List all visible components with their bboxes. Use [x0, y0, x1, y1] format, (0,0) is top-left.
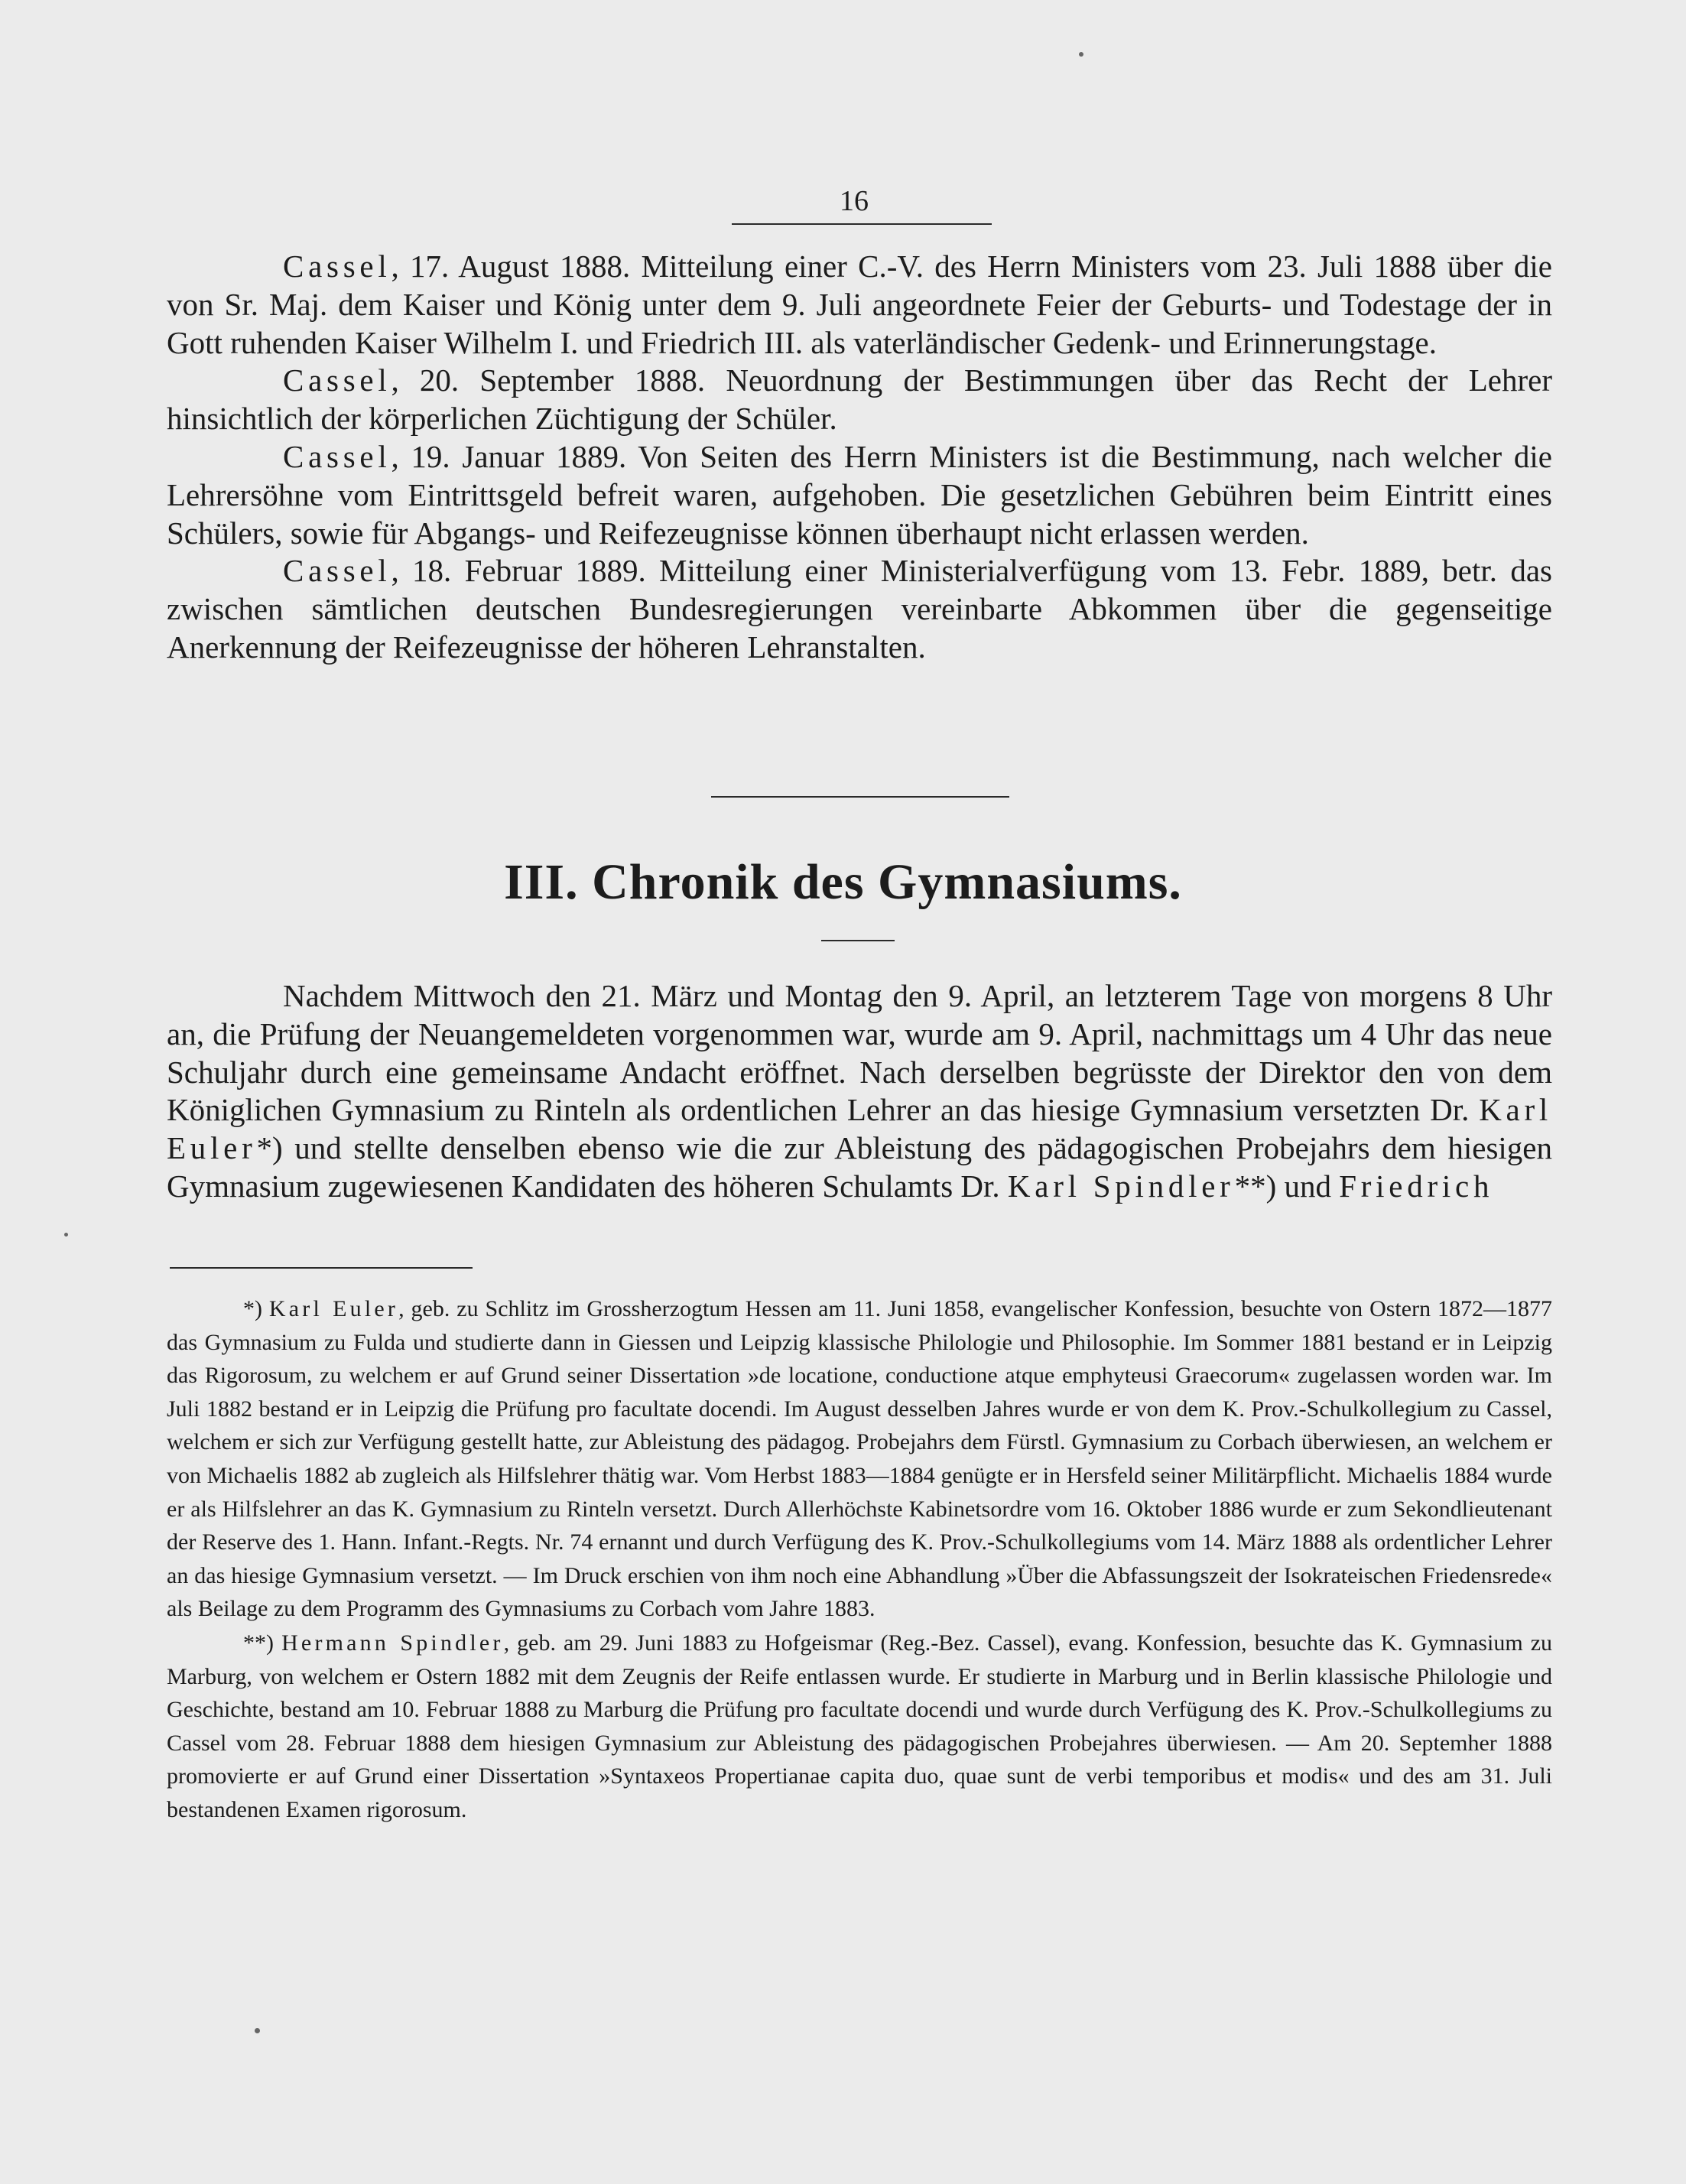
paper-speck [64, 1233, 68, 1237]
teacher-name-euler: Karl Euler [167, 1092, 1552, 1166]
chronik-paragraph [167, 977, 1552, 1206]
heading-underline [821, 940, 895, 941]
decree-entry [167, 438, 1552, 552]
decree-text: , 20. September 1888. Neuordnung der Bestimmungen über das Recht der Lehrer hinsichtlich der körperlichen Züchtigung der Schüler. [167, 362, 1552, 437]
footnote-name: Hermann Spindler [281, 1630, 504, 1656]
teacher-name-spindler: Karl Spindler [1007, 1168, 1235, 1204]
footnote-text: , geb. zu Schlitz im Grossherzogtum Hessen am 11. Juni 1858, evangelischer Konfession, besuchte von Ostern 1872—1877 das Gymnasium zu Fulda und studierte dann in Giessen und Leipzig klassische Philologie und Philosophie. Im Sommer 1881 bestand er in Leipzig das Rigorosum, zu welchem er auf Grund seiner Dissertation »de locatione, conductione atque emphyteusi Graecorum« zugelassen worden war. Im Juli 1882 bestand er in Leipzig die Prüfung pro facultate docendi. Im August desselben Jahres wurde er von dem K. Prov.-Schulkollegium zu Cassel, welchem er sich zur Verfügung gestellt hatte, zur Ableistung des pädagog. Probejahrs dem Fürstl. Gymnasium zu Corbach überwiesen, an welchem er von Michaelis 1882 ab zugleich als Hilfslehrer thätig war. Vom Herbst 1883—1884 genügte er in Hersfeld seiner Militärpflicht. Michaelis 1884 wurde er als Hilfslehrer an das K. Gymnasium zu Rinteln versetzt. Durch Allerhöchste Kabinetsordre vom 16. Oktober 1886 wurde er zum Sekondlieutenant der Reserve des 1. Hann. Infant.-Regts. Nr. 74 ernannt und durch Verfügung des K. Prov.-Schulkollegiums vom 14. März 1888 als ordentlicher Lehrer an das hiesige Gymnasium versetzt. — Im Druck erschien von ihm noch eine Abhandlung »Über die Abfassungszeit der Isokrateischen Friedensrede« als Beilage zu dem Programm des Gymnasiums zu Corbach vom Jahre 1883. [167, 1296, 1552, 1622]
footnote [167, 1627, 1552, 1827]
decree-place: Cassel [283, 553, 391, 589]
decrees-list [167, 248, 1552, 667]
chronik-part-3: **) und [1234, 1168, 1340, 1204]
footnotes [167, 1292, 1552, 1828]
decree-text: , 19. Januar 1889. Von Seiten des Herrn Ministers ist die Bestimmung, nach welcher die Lehrersöhne vom Eintrittsgeld befreit waren, aufgehoben. Die gesetzlichen Gebühren beim Eintritt eines Schülers, sowie für Abgangs- und Reifezeugnisse können überhaupt nicht erlassen werden. [167, 438, 1552, 551]
section-divider [711, 796, 1009, 798]
decree-place: Cassel [283, 362, 391, 398]
footnote-name: Karl Euler [268, 1296, 399, 1321]
paper-speck [1079, 52, 1083, 57]
footnote [167, 1292, 1552, 1626]
decree-place: Cassel [283, 249, 391, 284]
page-number: 16 [840, 185, 869, 217]
footnote-marker: **) [243, 1630, 274, 1656]
chronik-part-2: *) und stellte denselben ebenso wie die zur Ableistung des pädagogischen Probejahrs dem hiesigen Gymnasium zugewiesenen Kandidaten des höheren Schulamts Dr. [167, 1130, 1552, 1204]
footnote-text: , geb. am 29. Juni 1883 zu Hofgeismar (Reg.-Bez. Cassel), evang. Konfession, besuchte das K. Gymnasium zu Marburg, von welchem er Ostern 1882 mit dem Zeugnis der Reife entlassen wurde. Er studierte in Marburg und in Berlin klassische Philologie und Geschichte, bestand am 10. Februar 1888 zu Marburg die Prüfung pro facultate docendi und wurde durch Verfügung des K. Prov.-Schulkollegiums zu Cassel vom 28. Februar 1888 dem hiesigen Gymnasium zur Ableistung des pädagogischen Probejahres überwiesen. — Am 20. Septemher 1888 promovierte er auf Grund einer Dissertation »Syntaxeos Propertianae capita duo, quae sunt de verbi temporibus et modis« und des am 31. Juli bestandenen Examen rigorosum. [167, 1630, 1553, 1822]
chronik-part-1: Nachdem Mittwoch den 21. März und Montag den 9. April, an letzterem Tage von morgens 8 Uhr an, die Prüfung der Neuangemeldeten vorgenommen war, wurde am 9. April, nachmittags um 4 Uhr das neue Schuljahr durch eine gemeinsame Andacht eröffnet. Nach derselben begrüsste der Direktor den von dem Königlichen Gymnasium zu Rinteln als ordentlichen Lehrer an das hiesige Gymnasium versetzten Dr. [167, 978, 1552, 1128]
footnote-marker: *) [243, 1296, 262, 1321]
header-rule [732, 223, 992, 225]
footnote-rule [170, 1267, 473, 1269]
chronik-text [167, 977, 1552, 1206]
teacher-name-friedrich: Friedrich [1339, 1168, 1494, 1204]
paper-speck [255, 2028, 260, 2033]
section-heading: III. Chronik des Gymnasiums. [504, 854, 1182, 910]
decree-text: , 17. August 1888. Mitteilung einer C.-V. des Herrn Ministers vom 23. Juli 1888 über die von Sr. Maj. dem Kaiser und König unter dem 9. Juli angeordnete Feier der Geburts- und Todestage der in Gott ruhenden Kaiser Wilhelm I. und Friedrich III. als vaterländischer Gedenk- und Erinnerungstage. [167, 249, 1552, 360]
decree-entry [167, 552, 1552, 666]
decree-text: , 18. Februar 1889. Mitteilung einer Ministerialverfügung vom 13. Febr. 1889, betr. das zwischen sämtlichen deutschen Bundesregierungen vereinbarte Abkommen über die gegenseitige Anerkennung der Reifezeugnisse der höheren Lehranstalten. [167, 553, 1552, 665]
decree-place: Cassel [283, 438, 391, 474]
decree-entry [167, 248, 1552, 362]
decree-entry [167, 362, 1552, 438]
